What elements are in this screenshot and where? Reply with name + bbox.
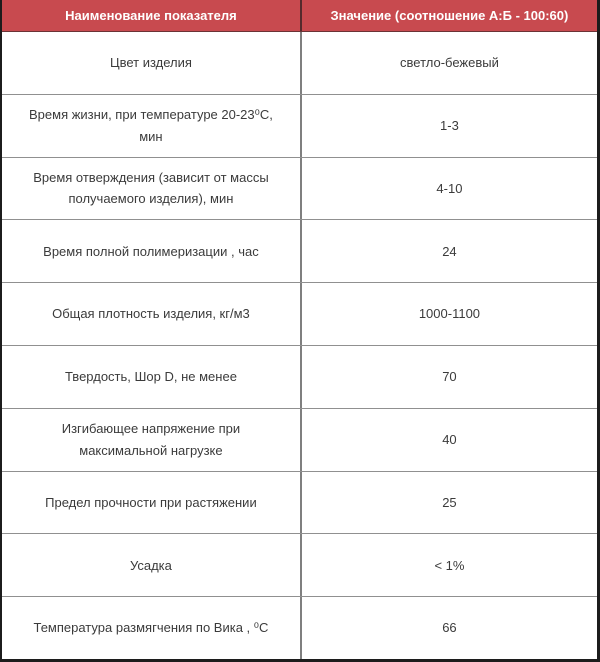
value-cell: 66 bbox=[442, 620, 457, 636]
table-header-row bbox=[2, 0, 597, 32]
parameter-cell: Температура размягчения по Вика , ⁰С bbox=[2, 597, 302, 659]
value-cell: 70 bbox=[442, 369, 457, 385]
table-row bbox=[2, 32, 597, 94]
value-cell: 1-3 bbox=[440, 117, 459, 133]
table-row bbox=[2, 596, 597, 659]
value-cell: светло-бежевый bbox=[400, 55, 499, 71]
column-header-value: Значение (соотношение А:Б - 100:60) bbox=[330, 8, 569, 23]
table-row bbox=[2, 219, 597, 282]
value-cell: 1000-1100 bbox=[418, 306, 481, 322]
table-row bbox=[2, 345, 597, 408]
parameter-cell: Время отверждения (зависит от массы получаемого изделия), мин bbox=[2, 158, 302, 220]
parameter-cell: Предел прочности при растяжении bbox=[2, 472, 302, 534]
table-row bbox=[2, 282, 597, 345]
value-cell: 25 bbox=[442, 494, 457, 510]
table-row bbox=[2, 533, 597, 596]
table-row bbox=[2, 157, 597, 220]
parameter-cell: Цвет изделия bbox=[2, 32, 302, 94]
parameter-cell: Изгибающее напряжение при максимальной нагрузке bbox=[2, 409, 302, 471]
value-cell: 24 bbox=[442, 243, 457, 259]
table-row bbox=[2, 471, 597, 534]
parameter-cell: Усадка bbox=[2, 534, 302, 596]
value-cell: 40 bbox=[442, 431, 457, 447]
column-header-parameter: Наименование показателя bbox=[2, 0, 302, 31]
value-cell: 4-10 bbox=[436, 180, 463, 196]
parameter-cell: Общая плотность изделия, кг/м3 bbox=[2, 283, 302, 345]
parameter-cell: Время полной полимеризации , час bbox=[2, 220, 302, 282]
table-row bbox=[2, 94, 597, 157]
table-row bbox=[2, 408, 597, 471]
parameter-cell: Время жизни, при температуре 20-23⁰С, мин bbox=[2, 95, 302, 157]
parameter-cell: Твердость, Шор D, не менее bbox=[2, 346, 302, 408]
value-cell: < 1% bbox=[434, 557, 465, 573]
